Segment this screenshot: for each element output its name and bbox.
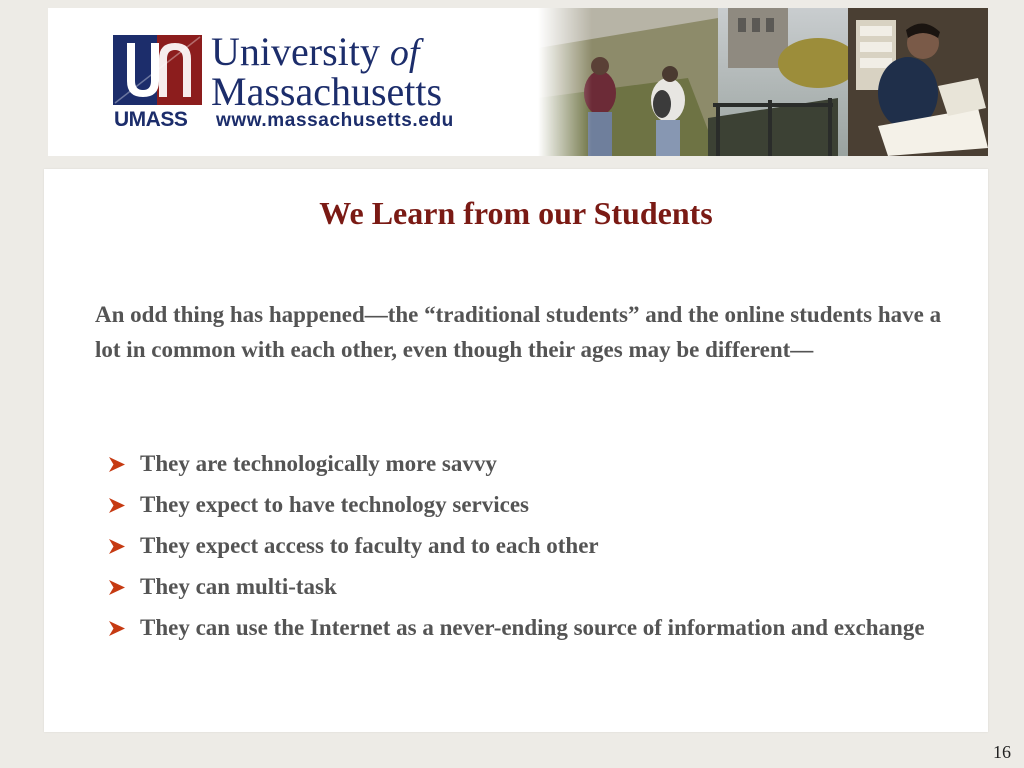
arrowhead-bullet-icon (108, 579, 126, 596)
bullet-item (108, 570, 948, 604)
bullet-text: They expect to have technology services (140, 492, 530, 517)
campus-photo (538, 8, 988, 156)
university-word: University (211, 29, 390, 74)
header-banner (48, 8, 988, 156)
bullet-text: They can multi-task (140, 574, 337, 599)
arrowhead-bullet-icon (108, 497, 126, 514)
university-name-line2: Massachusetts (211, 69, 443, 114)
slide-title: We Learn from our Students (319, 195, 713, 231)
bullet-item (108, 529, 948, 563)
bullet-text: They can use the Internet as a never-ending source of information and exchange (140, 615, 925, 640)
bullet-list (108, 447, 948, 652)
bullet-text: They are technologically more savvy (140, 451, 497, 476)
university-url: www.massachusetts.edu (216, 110, 454, 131)
arrowhead-bullet-icon (108, 456, 126, 473)
of-word: of (389, 32, 420, 74)
intro-paragraph: An odd thing has happened—the “traditional students” and the online students have a lot in common with each other, even though their ages may be different— (95, 302, 942, 362)
arrowhead-bullet-icon (108, 538, 126, 555)
page-number: 16 (993, 742, 1011, 762)
bullet-item (108, 488, 948, 522)
umass-logo-text: UMASS (114, 108, 188, 131)
bullet-text: They expect access to faculty and to each other (140, 533, 599, 558)
arrowhead-bullet-icon (108, 620, 126, 637)
umass-logo-mark-icon (113, 35, 202, 105)
bullet-item (108, 611, 948, 645)
bullet-item (108, 447, 948, 481)
university-name-line1 (211, 29, 420, 74)
